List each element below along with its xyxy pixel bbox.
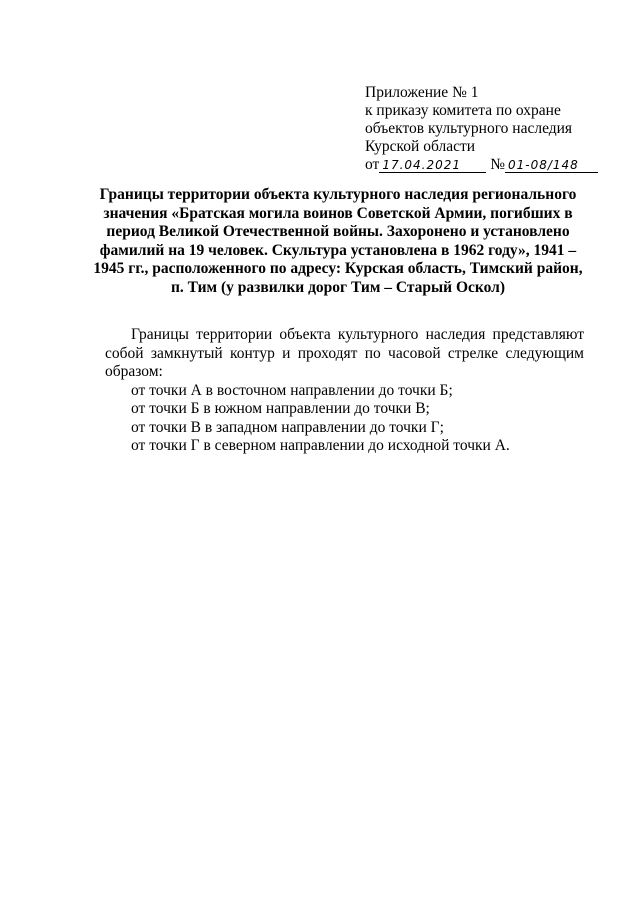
- handwritten-date: 17.04.2021: [379, 158, 486, 173]
- annex-title: Приложение № 1: [365, 84, 479, 101]
- annex-region: Курской области: [365, 138, 476, 155]
- handwritten-number: 01-08/148: [505, 158, 598, 173]
- document-title: Границы территории объекта культурного наследия регионального значения «Братская могила воинов Советской Армии, погибших в период Великой Отечественной войны. Захоронено и установлено фамилий на 19 человек. Скультура установлена в 1962 году», 1941 – 1945 гг., расположенного по адресу: Курская область, Тимский район, п. Тим (у развилки дорог Тим – Старый Оскол): [93, 186, 583, 296]
- body-intro: Границы территории объекта культурного наследия представляют собой замкнутый контур и проходят по часовой стрелке следующим образом:: [105, 326, 584, 380]
- date-label: от: [365, 156, 380, 173]
- body-list-item: от точки А в восточном направлении до точки Б;: [131, 381, 453, 399]
- annex-date-number-row: [365, 156, 615, 174]
- number-label: №: [490, 156, 505, 173]
- annex-committee: объектов культурного наследия: [365, 120, 573, 137]
- annex-header: [365, 84, 615, 174]
- body-list-item: от точки В в западном направлении до точки Г;: [131, 418, 444, 436]
- body-list-item: от точки Г в северном направлении до исходной точки А.: [131, 437, 510, 454]
- body-list-item: от точки Б в южном направлении до точки В;: [131, 400, 430, 417]
- annex-order-ref: к приказу комитета по охране: [365, 102, 561, 119]
- document-body: [105, 326, 584, 456]
